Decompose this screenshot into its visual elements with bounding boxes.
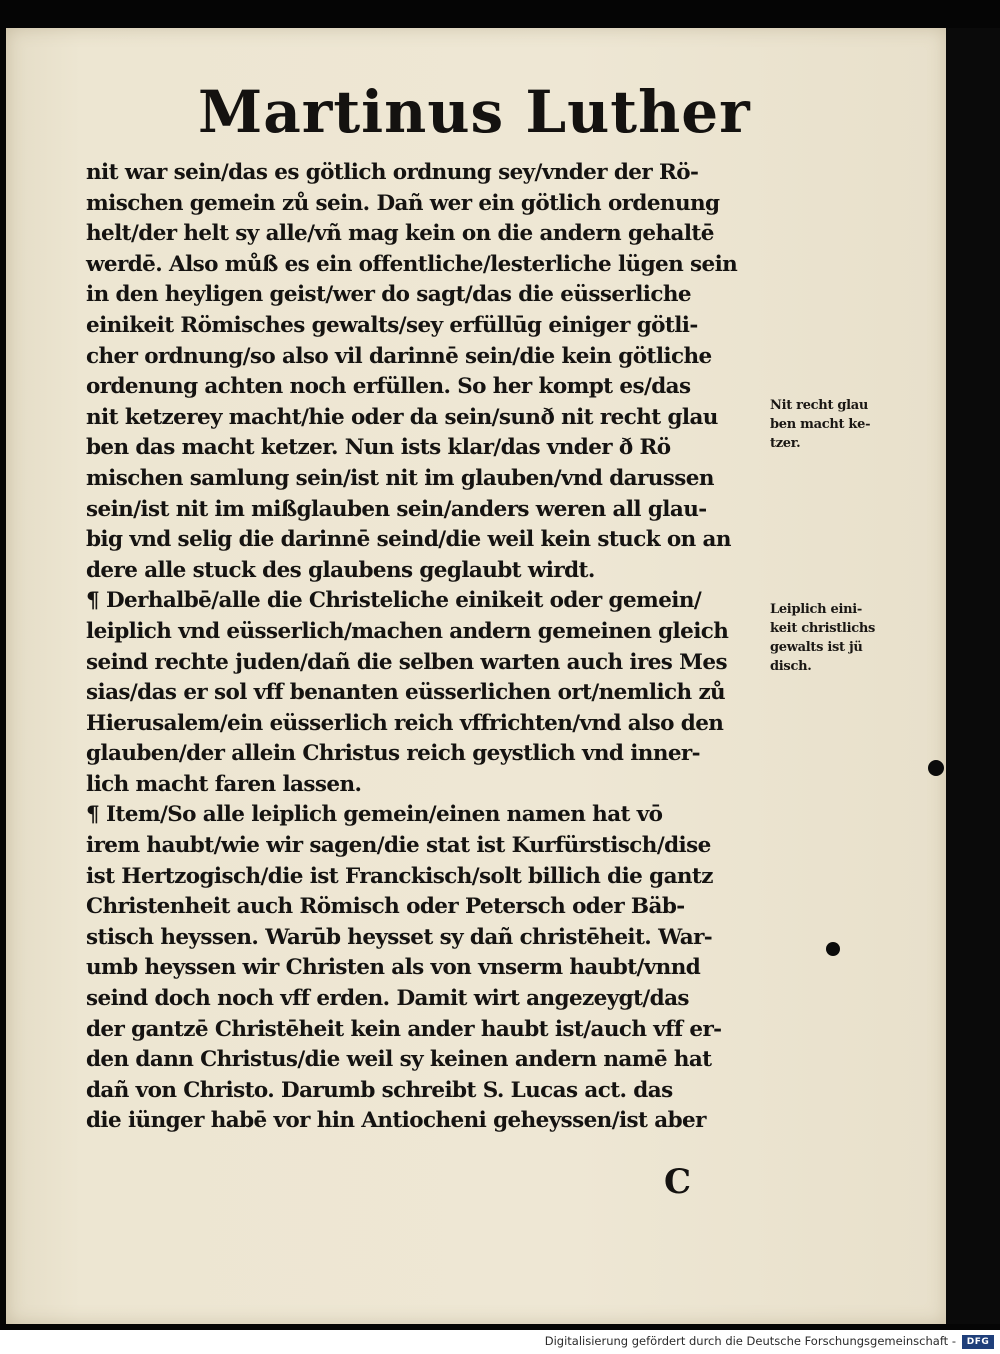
body-text bbox=[86, 158, 766, 1137]
text-line: ben das macht ketzer. Nun ists klar/das vnder ð Rö bbox=[86, 435, 671, 461]
text-line: dañ von Christo. Darumb schreibt S. Lucas act. das bbox=[86, 1077, 673, 1103]
text-line: ordenung achten noch erfüllen. So her kompt es/das bbox=[86, 374, 691, 400]
text-line: irem haubt/wie wir sagen/die stat ist Kurfürstisch/dise bbox=[86, 833, 711, 859]
marginal-note-line: keit christlichs bbox=[770, 621, 875, 636]
text-line: cher ordnung/so also vil darinnē sein/die kein götliche bbox=[86, 343, 712, 369]
marginal-note-ketzer bbox=[770, 396, 920, 453]
text-line: ¶ Item/So alle leiplich gemein/einen namen hat vō bbox=[86, 802, 663, 828]
text-line: sein/ist nit im mißglauben sein/anders weren all glau- bbox=[86, 496, 707, 522]
text-line: Hierusalem/ein eüsserlich reich vffrichten/vnd also den bbox=[86, 710, 724, 736]
text-line: werdē. Also můß es ein offentliche/lesterliche lügen sein bbox=[86, 251, 738, 277]
text-line: dere alle stuck des glaubens geglaubt wirdt. bbox=[86, 557, 595, 583]
text-line: seind doch noch vff erden. Damit wirt angezeygt/das bbox=[86, 986, 689, 1012]
marginal-note-line: tzer. bbox=[770, 436, 801, 451]
text-line: in den heyligen geist/wer do sagt/das die eüsserliche bbox=[86, 282, 691, 308]
marginal-note-line: gewalts ist jü bbox=[770, 640, 863, 655]
text-line: mischen samlung sein/ist nit im glauben/vnd darussen bbox=[86, 465, 714, 491]
text-line: Christenheit auch Römisch oder Petersch oder Bäb- bbox=[86, 894, 685, 920]
marginal-note-line: ben macht ke- bbox=[770, 417, 871, 432]
page-edge-shadow bbox=[946, 28, 1000, 1324]
text-line: ¶ Derhalbē/alle die Christeliche einikeit oder gemein/ bbox=[86, 588, 702, 614]
text-line: sias/das er sol vff benanten eüsserlichen ort/nemlich zů bbox=[86, 680, 726, 706]
marginal-note-line: Nit recht glau bbox=[770, 398, 869, 413]
text-line: die iünger habē vor hin Antiocheni geheyssen/ist aber bbox=[86, 1108, 706, 1134]
signature-catchword: C bbox=[664, 1162, 692, 1202]
footer-credit: Digitalisierung gefördert durch die Deutsche Forschungsgemeinschaft - bbox=[544, 1334, 956, 1348]
dfg-logo-icon[interactable]: DFG bbox=[962, 1335, 994, 1349]
marginal-note-line: disch. bbox=[770, 659, 812, 674]
text-line: stisch heyssen. Warūb heysset sy dañ christēheit. War- bbox=[86, 924, 713, 950]
text-line: big vnd selig die darinnē seind/die weil kein stuck on an bbox=[86, 527, 731, 553]
text-line: seind rechte juden/dañ die selben warten auch ires Mes bbox=[86, 649, 727, 675]
text-line: einikeit Römisches gewalts/sey erfüllūg einiger götli- bbox=[86, 312, 698, 338]
text-line: ist Hertzogisch/die ist Franckisch/solt billich die gantz bbox=[86, 863, 713, 889]
text-line: leiplich vnd eüsserlich/machen andern gemeinen gleich bbox=[86, 618, 729, 644]
running-head: Martinus Luther bbox=[198, 78, 751, 146]
marginal-note-juedisch bbox=[770, 600, 920, 676]
footer-bar bbox=[0, 1330, 1000, 1354]
text-line: der gantzē Christēheit kein ander haubt ist/auch vff er- bbox=[86, 1016, 722, 1042]
text-line: mischen gemein zů sein. Dañ wer ein götlich ordenung bbox=[86, 190, 720, 216]
text-line: den dann Christus/die weil sy keinen andern namē hat bbox=[86, 1047, 712, 1073]
text-line: lich macht faren lassen. bbox=[86, 771, 362, 797]
text-line: helt/der helt sy alle/vñ mag kein on die andern gehaltē bbox=[86, 221, 714, 247]
text-line: umb heyssen wir Christen als von vnserm haubt/vnnd bbox=[86, 955, 701, 981]
marginal-note-line: Leiplich eini- bbox=[770, 602, 863, 617]
ink-spot-mark bbox=[826, 942, 840, 956]
binding-hole-mark bbox=[928, 760, 944, 776]
text-line: glauben/der allein Christus reich geystlich vnd inner- bbox=[86, 741, 700, 767]
text-line: nit ketzerey macht/hie oder da sein/sunð nit recht glau bbox=[86, 404, 718, 430]
text-line: nit war sein/das es götlich ordnung sey/vnder der Rö- bbox=[86, 160, 699, 185]
